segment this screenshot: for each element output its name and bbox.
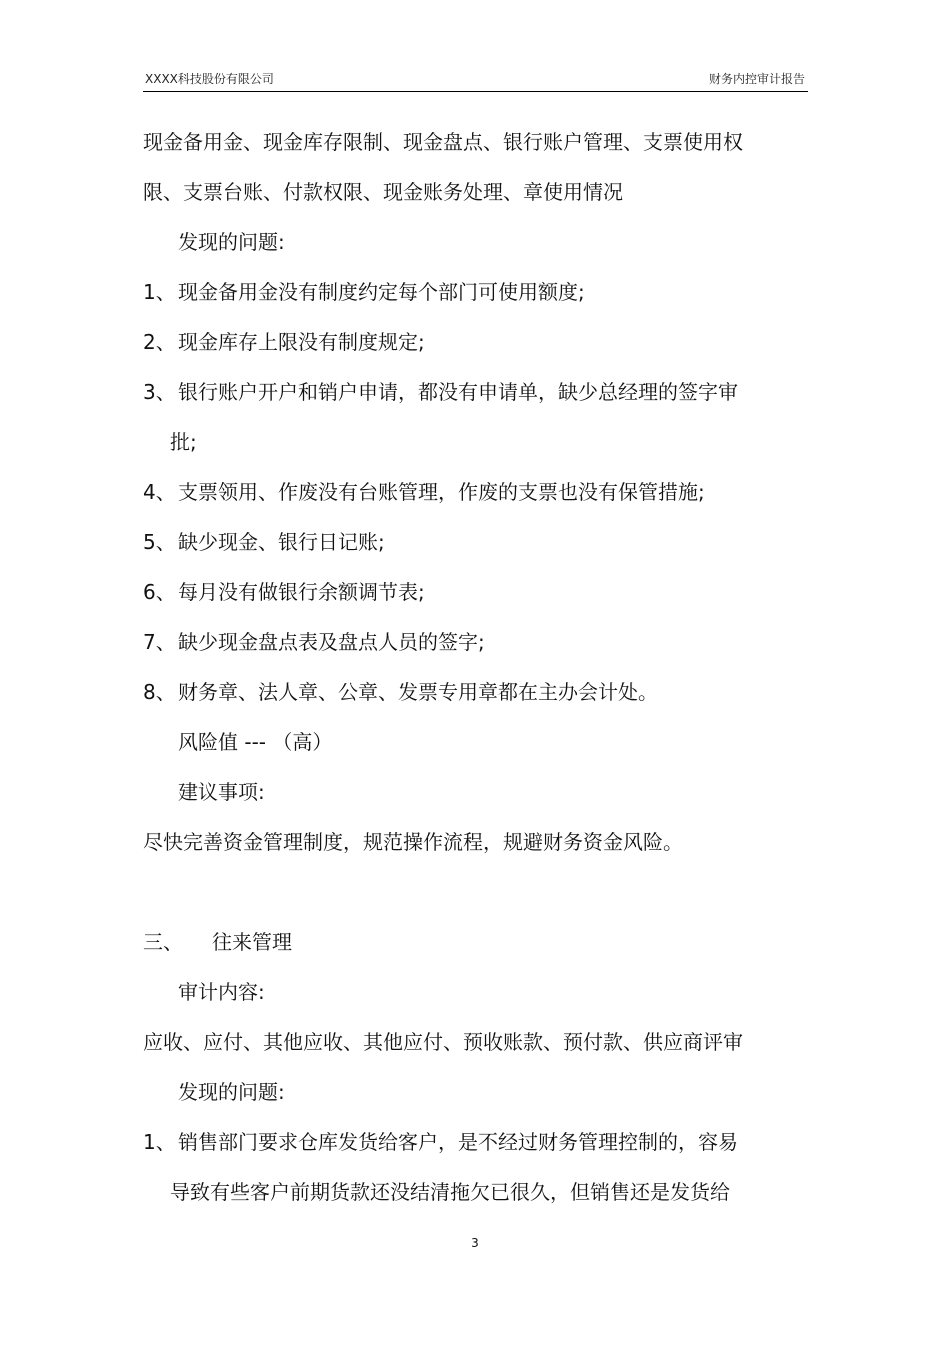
risk-value: 风险值 --- （高） <box>178 730 333 754</box>
section3-issues-label: 发现的问题: <box>178 1080 285 1104</box>
issue-text: 现金库存上限没有制度规定; <box>178 330 425 354</box>
issue-number: 7、 <box>143 630 176 654</box>
issue-number: 1、 <box>143 1130 176 1154</box>
issue-text: 支票领用、作废没有台账管理，作废的支票也没有保管措施; <box>178 480 705 504</box>
header-rule <box>143 91 808 92</box>
audit-content-label: 审计内容: <box>178 980 265 1004</box>
issue-number: 2、 <box>143 330 176 354</box>
issue-text: 每月没有做银行余额调节表; <box>178 580 425 604</box>
cash-content-line-1: 现金备用金、现金库存限制、现金盘点、银行账户管理、支票使用权 <box>143 130 743 154</box>
issue-text: 现金备用金没有制度约定每个部门可使用额度; <box>178 280 585 304</box>
issue-text: 缺少现金、银行日记账; <box>178 530 385 554</box>
issue-number: 3、 <box>143 380 176 404</box>
cash-issues-label: 发现的问题: <box>178 230 285 254</box>
issue-text-continuation: 导致有些客户前期货款还没结清拖欠已很久，但销售还是发货给 <box>170 1180 730 1204</box>
page-number: 3 <box>471 1236 479 1250</box>
issue-text-continuation: 批; <box>170 430 197 454</box>
header-company: XXXX科技股份有限公司 <box>145 72 274 86</box>
cash-content-line-2: 限、支票台账、付款权限、现金账务处理、章使用情况 <box>143 180 623 204</box>
suggestion-label: 建议事项: <box>178 780 265 804</box>
section-title: 往来管理 <box>212 930 292 954</box>
audit-content: 应收、应付、其他应收、其他应付、预收账款、预付款、供应商评审 <box>143 1030 743 1054</box>
issue-number: 1、 <box>143 280 176 304</box>
header-report-title: 财务内控审计报告 <box>708 72 805 86</box>
section-number: 三、 <box>143 930 183 954</box>
issue-text: 财务章、法人章、公章、发票专用章都在主办会计处。 <box>178 680 658 704</box>
issue-number: 8、 <box>143 680 176 704</box>
suggestion-text: 尽快完善资金管理制度，规范操作流程，规避财务资金风险。 <box>143 830 683 854</box>
issue-text: 银行账户开户和销户申请，都没有申请单，缺少总经理的签字审 <box>178 380 738 404</box>
issue-number: 5、 <box>143 530 176 554</box>
issue-text: 缺少现金盘点表及盘点人员的签字; <box>178 630 485 654</box>
issue-number: 6、 <box>143 580 176 604</box>
issue-text: 销售部门要求仓库发货给客户，是不经过财务管理控制的，容易 <box>178 1130 738 1154</box>
issue-number: 4、 <box>143 480 176 504</box>
